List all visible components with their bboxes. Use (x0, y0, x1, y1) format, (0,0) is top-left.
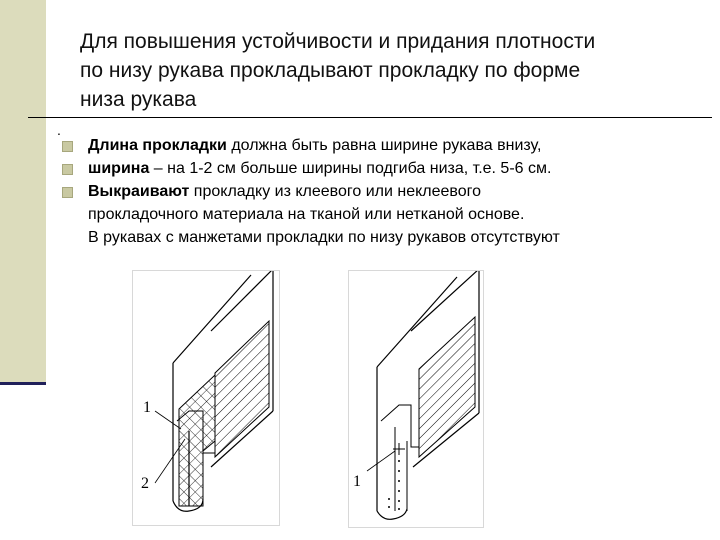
bullet-bold: Выкраивают (88, 183, 190, 200)
title-line-2: по низу рукава прокладывают прокладку по форме (80, 59, 581, 82)
title-line-1: Для повышения устойчивости и придания плотности (80, 30, 596, 53)
bullet-item-length (60, 134, 710, 157)
bullet-list (60, 134, 710, 249)
bullet-item-cutting (60, 180, 710, 249)
slide-title (80, 27, 700, 114)
sleeve-hem-figure-2 (348, 270, 484, 528)
bullet-bold: Длина прокладки (88, 137, 227, 154)
stray-dot: . (57, 122, 61, 138)
decorative-sidebar (0, 0, 46, 385)
sleeve-hem-drawing-2 (349, 271, 483, 527)
callout-label-2: 2 (141, 475, 149, 492)
square-bullet-icon (62, 164, 73, 175)
title-divider (28, 117, 712, 118)
bullet-continuation: прокладочного материала на тканой или нетканой основе. (88, 206, 525, 223)
bullet-text: – на 1-2 см больше ширины подгиба низа, т.е. 5-6 см. (149, 160, 552, 177)
callout-label-1: 1 (143, 399, 151, 416)
title-line-3: низа рукава (80, 88, 197, 111)
sleeve-hem-figure-1 (132, 270, 280, 526)
bullet-text: должна быть равна ширине рукава внизу, (226, 137, 542, 154)
bullet-item-width (60, 157, 710, 180)
bullet-text: прокладку из клеевого или неклеевого (189, 183, 482, 200)
square-bullet-icon (62, 141, 73, 152)
bullet-continuation: В рукавах с манжетами прокладки по низу рукавов отсутствуют (88, 229, 560, 246)
callout-label-1: 1 (353, 473, 361, 490)
square-bullet-icon (62, 187, 73, 198)
bullet-bold: ширина (88, 160, 150, 177)
sleeve-hem-drawing-1 (133, 271, 279, 525)
